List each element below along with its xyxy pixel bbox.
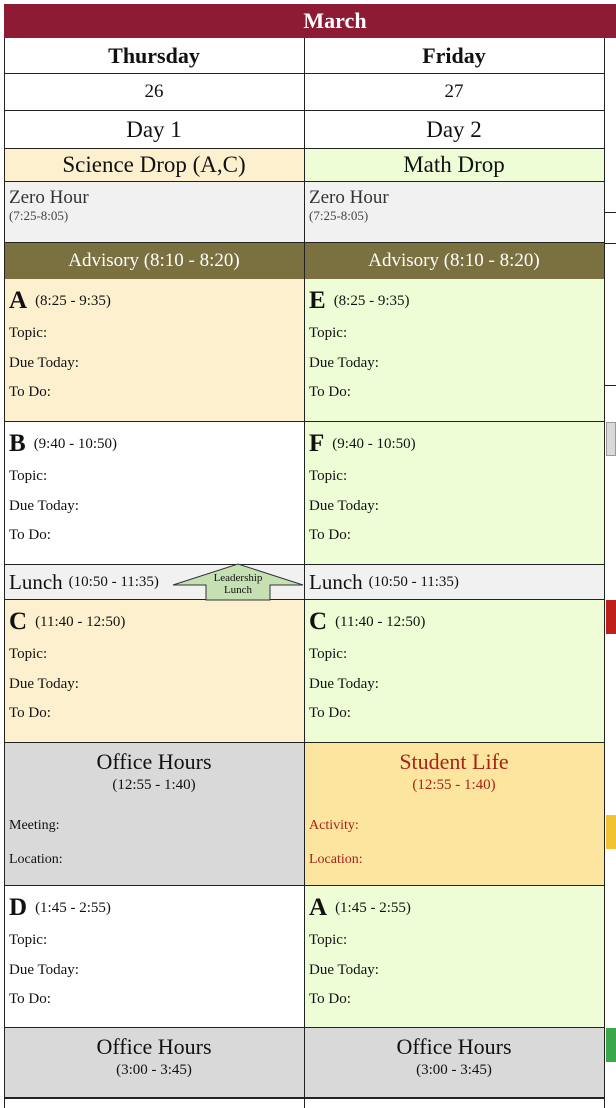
- due-today-field[interactable]: Due Today:: [9, 675, 79, 692]
- lunch-label: Lunch: [9, 569, 63, 594]
- block-time: (9:40 - 10:50): [33, 435, 118, 452]
- topic-field[interactable]: Topic:: [309, 325, 348, 342]
- edge-tab-green: [606, 1028, 616, 1062]
- end-office-hours-thursday[interactable]: [4, 1028, 304, 1098]
- due-today-field[interactable]: Due Today:: [309, 354, 379, 371]
- zero-hour-time: (7:25-8:05): [9, 207, 69, 223]
- block-a-friday[interactable]: [304, 886, 604, 1028]
- grid-line-left: [4, 38, 5, 1108]
- to-do-field[interactable]: To Do:: [9, 991, 51, 1008]
- to-do-field[interactable]: To Do:: [309, 991, 351, 1008]
- block-letter: F: [309, 430, 325, 457]
- office-hours-title: Office Hours: [96, 749, 212, 774]
- to-do-field[interactable]: To Do:: [9, 527, 51, 544]
- drop-friday: Math Drop: [304, 149, 604, 182]
- month-header: March: [4, 4, 616, 38]
- zero-hour-time: (7:25-8:05): [309, 207, 369, 223]
- date-thursday: 26: [4, 74, 304, 111]
- to-do-field[interactable]: To Do:: [309, 527, 351, 544]
- to-do-field[interactable]: To Do:: [9, 384, 51, 401]
- block-letter: A: [9, 287, 28, 314]
- block-time: (1:45 - 2:55): [35, 899, 111, 916]
- office-hours-time: (3:00 - 3:45): [116, 1062, 192, 1078]
- block-letter: A: [309, 894, 328, 921]
- topic-field[interactable]: Topic:: [9, 468, 48, 485]
- due-today-field[interactable]: Due Today:: [309, 675, 379, 692]
- cycle-day-friday: Day 2: [304, 111, 604, 149]
- student-life-time: (12:55 - 1:40): [412, 777, 496, 793]
- topic-field[interactable]: Topic:: [309, 468, 348, 485]
- advisory-thursday: Advisory (8:10 - 8:20): [4, 243, 304, 279]
- grid-line-right: [604, 38, 605, 1108]
- topic-field[interactable]: Topic:: [309, 932, 348, 949]
- lunch-time: (10:50 - 11:35): [368, 573, 459, 590]
- activity-field[interactable]: Activity:: [309, 818, 359, 833]
- grid-line-middle: [304, 38, 305, 1108]
- end-office-hours-friday[interactable]: [304, 1028, 604, 1098]
- zero-hour-label: Zero Hour: [9, 187, 89, 208]
- office-hours-title: Office Hours: [396, 1034, 512, 1059]
- block-letter: D: [9, 894, 28, 921]
- edge-tab-gray: [606, 422, 616, 456]
- grid-line-bottom: [4, 1098, 604, 1099]
- office-hours-time: (3:00 - 3:45): [416, 1062, 492, 1078]
- to-do-field[interactable]: To Do:: [309, 384, 351, 401]
- zero-hour-thursday[interactable]: [4, 182, 304, 243]
- block-f-friday[interactable]: [304, 422, 604, 565]
- block-time: (11:40 - 12:50): [335, 613, 426, 630]
- to-do-field[interactable]: To Do:: [309, 705, 351, 722]
- drop-thursday: Science Drop (A,C): [4, 149, 304, 182]
- block-time: (1:45 - 2:55): [335, 899, 411, 916]
- leadership-lunch-label: Leadership Lunch: [213, 572, 263, 596]
- office-hours-thursday[interactable]: [4, 743, 304, 886]
- lunch-friday: [304, 565, 604, 600]
- due-today-field[interactable]: Due Today:: [9, 354, 79, 371]
- block-d-thursday[interactable]: [4, 886, 304, 1028]
- zero-hour-label: Zero Hour: [309, 187, 389, 208]
- student-life-title: Student Life: [399, 749, 509, 774]
- day-name-friday: Friday: [304, 38, 604, 74]
- block-letter: E: [309, 287, 326, 314]
- edge-tab-yellow: [606, 815, 616, 849]
- location-field[interactable]: Location:: [309, 852, 363, 867]
- block-letter: B: [9, 430, 26, 457]
- block-time: (8:25 - 9:35): [35, 292, 111, 309]
- edge-rule: [604, 212, 616, 213]
- block-time: (11:40 - 12:50): [35, 613, 126, 630]
- block-letter: C: [9, 608, 28, 635]
- student-life-friday[interactable]: [304, 743, 604, 886]
- topic-field[interactable]: Topic:: [309, 646, 348, 663]
- due-today-field[interactable]: Due Today:: [9, 961, 79, 978]
- block-a-thursday[interactable]: [4, 279, 304, 422]
- zero-hour-friday[interactable]: [304, 182, 604, 243]
- due-today-field[interactable]: Due Today:: [9, 497, 79, 514]
- due-today-field[interactable]: Due Today:: [309, 961, 379, 978]
- topic-field[interactable]: Topic:: [9, 932, 48, 949]
- topic-field[interactable]: Topic:: [9, 646, 48, 663]
- lunch-label: Lunch: [309, 569, 363, 594]
- leadership-lunch-callout[interactable]: [172, 563, 304, 601]
- office-hours-time: (12:55 - 1:40): [112, 777, 196, 793]
- block-time: (8:25 - 9:35): [333, 292, 410, 309]
- due-today-field[interactable]: Due Today:: [309, 497, 379, 514]
- advisory-friday: Advisory (8:10 - 8:20): [304, 243, 604, 279]
- edge-rule: [604, 243, 616, 244]
- edge-tab-red: [606, 600, 616, 634]
- to-do-field[interactable]: To Do:: [9, 705, 51, 722]
- block-e-friday[interactable]: [304, 279, 604, 422]
- topic-field[interactable]: Topic:: [9, 325, 48, 342]
- block-time: (9:40 - 10:50): [332, 435, 416, 452]
- block-letter: C: [309, 608, 328, 635]
- block-c-thursday[interactable]: [4, 600, 304, 743]
- block-c-friday[interactable]: [304, 600, 604, 743]
- date-friday: 27: [304, 74, 604, 111]
- lunch-time: (10:50 - 11:35): [68, 573, 159, 590]
- edge-rule: [604, 385, 616, 386]
- cycle-day-thursday: Day 1: [4, 111, 304, 149]
- day-name-thursday: Thursday: [4, 38, 304, 74]
- block-b-thursday[interactable]: [4, 422, 304, 565]
- location-field[interactable]: Location:: [9, 852, 63, 867]
- meeting-field[interactable]: Meeting:: [9, 818, 60, 833]
- office-hours-title: Office Hours: [96, 1034, 212, 1059]
